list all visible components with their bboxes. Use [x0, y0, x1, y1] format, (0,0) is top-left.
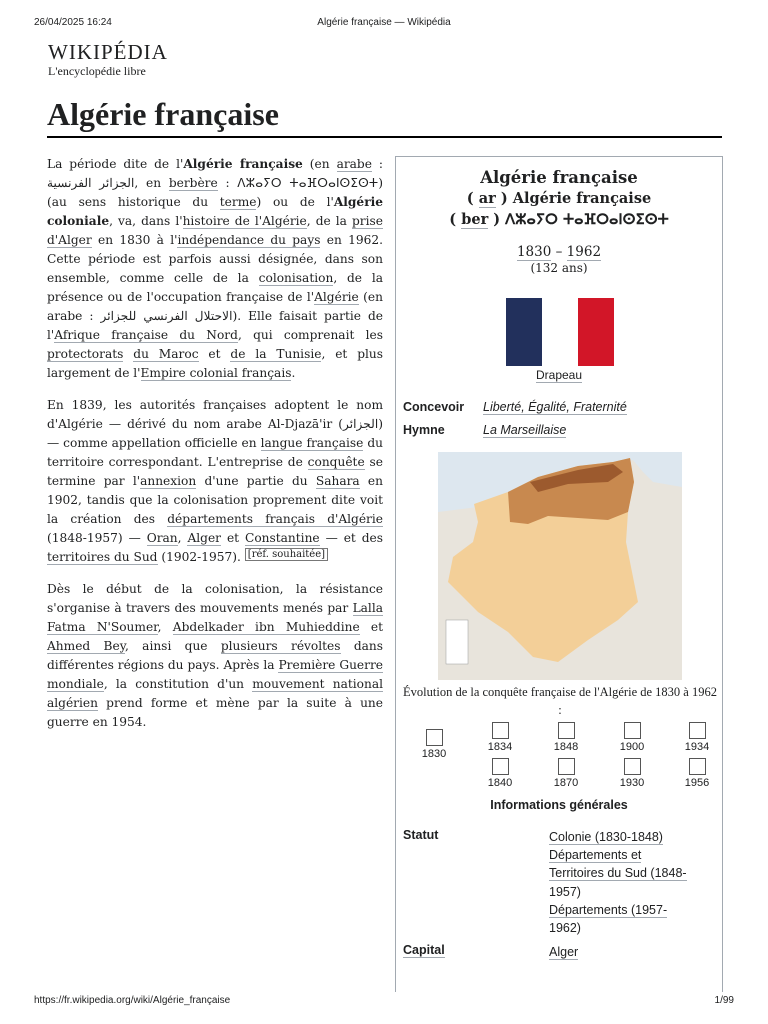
capital-label[interactable]: Capital — [403, 943, 445, 957]
flag-caption[interactable]: Drapeau — [535, 368, 583, 382]
text: (en — [302, 157, 337, 171]
legend-1900 — [612, 722, 652, 753]
motto-value[interactable]: Liberté, Égalité, Fraternité — [483, 400, 627, 414]
text: ) ou de l' — [256, 195, 334, 209]
motto-label: Concevoir — [403, 400, 465, 414]
capital-values — [549, 943, 719, 961]
link-sahara[interactable]: Sahara — [315, 474, 360, 488]
link-berbere[interactable]: berbère — [168, 176, 218, 190]
text: , — [177, 531, 188, 545]
print-page-title: Algérie française — Wikipédia — [317, 17, 451, 28]
flag-blue-band — [506, 298, 542, 366]
legend-swatch — [624, 758, 641, 775]
bold-term: Algérie française — [183, 157, 303, 171]
text — [123, 347, 133, 361]
text: , — [157, 620, 173, 634]
ref-needed-badge[interactable]: [réf. souhaitée] — [245, 548, 328, 561]
infobox-row-capital — [403, 943, 719, 957]
infobox-title: Algérie française — [480, 168, 638, 187]
title-divider — [47, 136, 722, 138]
infobox-dates — [396, 244, 722, 260]
infobox-subtitle-ar — [396, 188, 722, 209]
status-label: Statut — [403, 828, 439, 842]
text: En 1839, les autorités françaises adoptent le nom d'Algérie — dérivé du nom arabe Al-Djazā'ir (الجزائر) — comme appellation officielle en — [47, 398, 383, 450]
text: , de la présence ou de l'occupation française de l' — [47, 271, 383, 304]
text: La période dite de l' — [47, 157, 184, 171]
legend-label: 1840 — [487, 777, 513, 789]
link-protectorats[interactable]: protectorats — [47, 347, 124, 361]
article-body — [47, 155, 383, 745]
text: – — [551, 244, 567, 260]
flag-white-band — [542, 298, 578, 366]
paragraph-3 — [47, 580, 383, 732]
text: et — [221, 531, 245, 545]
print-page-number: 1/99 — [714, 995, 734, 1006]
infobox-row-anthem — [403, 423, 719, 437]
text: : الجزائر الفرنسية, en — [47, 157, 383, 190]
legend-swatch — [624, 722, 641, 739]
link-maroc[interactable]: du Maroc — [133, 347, 199, 361]
section-general-info: Informations générales — [490, 798, 628, 812]
legend-1870 — [546, 758, 586, 789]
flag-red-band — [578, 298, 614, 366]
text: ) Algérie française — [495, 190, 652, 207]
text: en 1830 à l' — [91, 233, 178, 247]
anthem-label: Hymne — [403, 423, 445, 437]
logo-tagline: L'encyclopédie libre — [48, 64, 146, 78]
link-terme[interactable]: terme — [219, 195, 257, 209]
conquest-map-image[interactable] — [438, 452, 682, 680]
legend-1934 — [677, 722, 717, 753]
text: — et des — [319, 531, 383, 545]
text: , la constitution d'un — [103, 677, 253, 691]
link-prise-alger[interactable]: prise d'Alger — [47, 214, 383, 247]
link-ber[interactable]: ber — [461, 211, 489, 228]
wikipedia-logo[interactable] — [48, 40, 168, 78]
link-departements-et[interactable]: Départements et — [549, 848, 642, 863]
text: Dès le début de la colonisation, la résistance s'organise à travers des mouvements menés par — [47, 582, 383, 615]
legend-label: 1870 — [553, 777, 579, 789]
text: : ⴷⵣⴰⵢⵔ ⵜⴰⴼⵔⴰⵏⵙⵉⵙⵜ) (au sens historique du — [47, 176, 383, 209]
link-arabe[interactable]: arabe — [336, 157, 372, 171]
text: en 1902, tandis que la colonisation proprement dite voit la création des — [47, 474, 383, 526]
link-1962[interactable]: 1962 — [566, 244, 602, 260]
legend-1848 — [546, 722, 586, 753]
bold-term: Algérie coloniale — [47, 195, 383, 228]
link-abdelkader[interactable]: Abdelkader ibn Muhieddine — [172, 620, 360, 634]
link-annexion[interactable]: annexion — [140, 474, 197, 488]
legend-label: 1934 — [684, 741, 710, 753]
status-text: 1957) — [549, 884, 581, 899]
page-title: Algérie française — [47, 96, 279, 132]
link-algerie[interactable]: Algérie — [314, 290, 359, 304]
link-langue-francaise[interactable]: langue française — [260, 436, 364, 450]
link-independance[interactable]: indépendance du pays — [177, 233, 321, 247]
link-empire-colonial[interactable]: Empire colonial français — [140, 366, 292, 380]
legend-1956 — [677, 758, 717, 789]
text: du territoire correspondant. L'entreprise de — [47, 436, 383, 469]
legend-1834 — [480, 722, 520, 753]
text: (1902-1957). — [157, 550, 241, 564]
legend-label: 1834 — [487, 741, 513, 753]
text: (1848-1957) — — [47, 531, 147, 545]
text: se termine par l' — [47, 455, 383, 488]
link-colonisation[interactable]: colonisation — [258, 271, 334, 285]
map-legend-inset — [446, 620, 468, 664]
legend-1840 — [480, 758, 520, 789]
legend-1830 — [414, 729, 454, 760]
link-histoire-algerie[interactable]: histoire de l'Algérie — [182, 214, 307, 228]
link-revoltes[interactable]: plusieurs révoltes — [220, 639, 341, 653]
print-url: https://fr.wikipedia.org/wiki/Algérie_française — [34, 995, 231, 1006]
text: , ainsi que — [124, 639, 221, 653]
flag-image[interactable] — [506, 298, 614, 366]
link-constantine[interactable]: Constantine — [245, 531, 320, 545]
link-1830[interactable]: 1830 — [516, 244, 552, 260]
link-territoires-sud-status[interactable]: Territoires du Sud (1848- — [549, 866, 687, 881]
legend-swatch — [689, 758, 706, 775]
link-territoires-sud[interactable]: territoires du Sud — [47, 550, 158, 564]
link-ar[interactable]: ar — [478, 190, 496, 207]
print-datetime: 26/04/2025 16:24 — [34, 17, 112, 28]
logo-wordmark: WIKIPÉDIA — [48, 40, 168, 64]
infobox-row-motto — [403, 400, 719, 414]
link-colonie[interactable]: Colonie (1830-1848) — [549, 830, 663, 844]
infobox-duration: (132 ans) — [530, 261, 588, 275]
legend-label: 1930 — [619, 777, 645, 789]
legend-label: 1900 — [619, 741, 645, 753]
infobox-subtitle-ber — [396, 209, 722, 230]
status-values — [549, 828, 719, 937]
legend-swatch — [426, 729, 443, 746]
legend-label: 1956 — [684, 777, 710, 789]
link-departements-1957[interactable]: Départements (1957- — [549, 902, 668, 917]
infobox — [395, 156, 723, 992]
link-conquete[interactable]: conquête — [307, 455, 365, 469]
link-premiere-guerre[interactable]: Première Guerre mondiale — [47, 658, 384, 691]
link-lalla-fatma[interactable]: Lalla Fatma N'Soumer — [47, 601, 383, 634]
legend-swatch — [558, 758, 575, 775]
link-mouvement-national[interactable]: mouvement national algérien — [47, 677, 383, 710]
legend-swatch — [492, 758, 509, 775]
text: d'une partie du — [196, 474, 316, 488]
map-caption: Évolution de la conquête française de l'Algérie de 1830 à 1962 : — [403, 685, 717, 717]
text: (en arabe : الاحتلال الفرنسي للجزائر). Elle faisait partie de l' — [47, 290, 383, 342]
link-ahmed-bey[interactable]: Ahmed Bey — [47, 639, 125, 653]
text: , va, dans l' — [109, 214, 183, 228]
legend-swatch — [558, 722, 575, 739]
paragraph-2 — [47, 396, 383, 567]
link-departements[interactable]: départements français d'Algérie — [167, 512, 383, 526]
text: en 1962. Cette période est parfois aussi désignée, dans son ensemble, comme celle de la — [47, 233, 383, 285]
text: et — [198, 347, 231, 361]
legend-swatch — [689, 722, 706, 739]
text: et — [359, 620, 384, 634]
text: , et plus largement de l' — [47, 347, 383, 380]
link-afrique-francaise-nord[interactable]: Afrique française du Nord — [54, 328, 238, 342]
link-alger[interactable]: Alger — [187, 531, 222, 545]
text: ( — [449, 211, 462, 228]
legend-label: 1830 — [421, 748, 447, 760]
text: prend forme et mène par la suite à une guerre en 1954. — [47, 696, 383, 729]
link-tunisie[interactable]: de la Tunisie — [230, 347, 322, 361]
infobox-row-status — [403, 828, 719, 936]
text: ( — [466, 190, 479, 207]
text: , de la — [306, 214, 352, 228]
text: . — [291, 366, 296, 380]
paragraph-1 — [47, 155, 383, 383]
text: ) ⴷⵣⴰⵢⵔ ⵜⴰⴼⵔⴰⵏⵙⵉⵙⵜ — [488, 211, 669, 228]
legend-label: 1848 — [553, 741, 579, 753]
link-capital-alger[interactable]: Alger — [549, 945, 579, 959]
legend-1930 — [612, 758, 652, 789]
status-text: 1962) — [549, 921, 581, 936]
link-oran[interactable]: Oran — [146, 531, 178, 545]
infobox-title-block — [396, 167, 722, 230]
text: dans différentes régions du pays. Après la — [47, 639, 384, 672]
flag-caption-link[interactable] — [396, 368, 722, 382]
legend-swatch — [492, 722, 509, 739]
anthem-value[interactable]: La Marseillaise — [483, 423, 567, 437]
text: , qui comprenait les — [237, 328, 383, 342]
